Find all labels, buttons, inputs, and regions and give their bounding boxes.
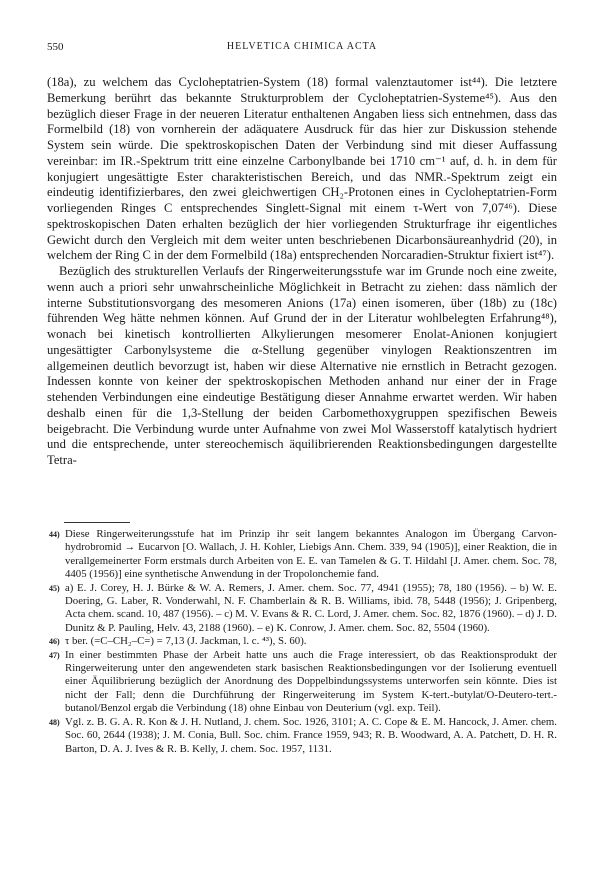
footnote [47,528,557,582]
footnote-number: 48) [49,717,60,727]
footnote-text: a) E. J. Corey, H. J. Bürke & W. A. Remers, J. Amer. chem. Soc. 77, 4941 (1955); 78, 180 (1956). – b) W. E. Doering, G. Laber, R. Vonderwahl, N. F. Chamberlain & R. B. Williams, ibid. 78, 5448 (1956); J. Gripenberg, Acta chem. scand. 10, 487 (1956). – c) M. V. Evans & R. C. Lord, J. Amer. chem. Soc. 82, 1876 (1960). – d) J. D. Dunitz & P. Pauling, Helv. 43, 2188 (1960). – e) K. Conrow, J. Amer. chem. Soc. 82, 5504 (1960). [65,581,557,634]
footnote-text: τ ber. (=C–CH₂–C=) = 7,13 (J. Jackman, l. c. ⁴³), S. 60). [65,635,307,648]
footnote-text: Diese Ringerweiterungsstufe hat im Prinzip ihr seit langem bekanntes Analogon im Übergang Carvon-hydrobromid → Eucarvon [O. Wallach, J. H. Kohler, Liebigs Ann. Chem. 339, 94 (1905)], einer Reaktion, die in verallgemeinerter Form erstmals durch Arbeiten von E. E. van Tamelen & G. T. Hildahl [J. Amer. chem. Soc. 78, 4405 (1956)] eine synthetische Anwendung in der Tropolonchemie fand. [65,528,557,581]
footnote [47,635,557,648]
footnote-number: 45) [49,583,60,593]
footnotes [47,528,557,756]
journal-title: HELVETICA CHIMICA ACTA [226,41,378,52]
footnote [47,716,557,756]
footnote-number: 44) [49,530,60,539]
body-paragraph: Bezüglich des strukturellen Verlaufs der Ringerweiterungsstufe war im Grunde noch eine zweite, wenn auch a priori sehr unwahrscheinliche Möglichkeit in Betracht zu ziehen: dass nämlich der interne Substitutionsvorgang des mesomeren Anions (17a) einen isomeren, über (18b) zu (18c) führenden Weg hätte nehmen können. Auf Grund der in der Literatur wohlbelegten Erfahrung⁴⁸), wonach bei kinetisch kontrollierten Alkylierungen mesomerer Enolat-Anionen konjugiert ungesättigter Carbonylsysteme die α-Stellung gegenüber vinylogen Reaktionszentren im allgemeinen deutlich bevorzugt ist, haben wir diese Alternative nie ernstlich in Betracht gezogen. Indessen konnte von keiner der spektroskopischen Methoden anhand nur einer der in Frage stehenden Verbindungen eine eindeutige Bestätigung dieser Annahme erwartet werden. Wir haben deshalb einen für die 1,3-Stellung der beiden Carbomethoxygruppen spezifischen Beweis beigebracht. Die Verbindung wurde unter Aufnahme von zwei Mol Wasserstoff katalytisch hydriert und die entsprechende, unter stereochemisch äquilibrierenden Reaktionsbedingungen dargestellte Tetra- [47,264,557,467]
footnote-number: 47) [49,650,60,660]
page-header [47,41,557,55]
footnote-number: 46) [49,637,60,647]
footnote-text: Vgl. z. B. G. A. R. Kon & J. H. Nutland, J. chem. Soc. 1926, 3101; A. C. Cope & E. M. Hancock, J. Amer. chem. Soc. 60, 2644 (1938); J. M. Conia, Bull. Soc. chim. France 1959, 943; R. B. Woodward, A. A. Patchett, D. H. R. Barton, D. A. J. Ives & R. B. Kelly, J. chem. Soc. 1957, 1131. [65,715,557,755]
body-paragraph: (18a), zu welchem das Cycloheptatrien-System (18) formal valenztautomer ist⁴⁴). Die letztere Bemerkung berührt das bekannte Strukturproblem der Cycloheptatrien-Systeme⁴⁵). Aus den bezüglich dieser Frage in der neueren Literatur enthaltenen Angaben liess sich entnehmen, dass das Formelbild (18) von vornherein der adäquatere Ausdruck für das hier zur Diskussion stehende System sein würde. Die spektroskopischen Daten der Verbindung sind mit dieser Auffassung vereinbar: im IR.-Spektrum tritt eine einzelne Carbonylbande bei 1710 cm⁻¹ auf, d. h. in dem für konjugiert ungesättigte Ester charakteristischen Bereich, und das NMR.-Spektrum zeigt ein eindeutig identifizierbares, den zwei gleichwertigen CH₂-Protonen eines in Cycloheptatrien-Form vorliegenden Ringes C entsprechendes Singlett-Signal mit einem τ-Wert von 7,07⁴⁶). Diese spektroskopischen Daten erhalten bezüglich der hier vorliegenden Strukturfrage ihr eigentliches Gewicht durch den Vergleich mit dem weiter unten beschriebenen Dicarbonsäureanhydrid (20), in welchem der Ring C in der dem Formelbild (18a) entsprechenden Norcaradien-Struktur fixiert ist⁴⁷). [47,75,557,263]
footnote-separator [64,522,130,523]
main-text [47,75,557,469]
page-number: 550 [47,41,64,53]
footnote [47,649,557,716]
footnote [47,582,557,636]
footnote-text: In einer bestimmten Phase der Arbeit hatte uns auch die Frage interessiert, ob das Reaktionsprodukt der Ringerweiterung unter den angewendeten stark basischen Reaktionsbedingungen vor der Isolierung eventuell einer Äquilibrierung bezüglich der Anordnung des Doppelbindungssystems unterworfen sein könnte. Dies ist nicht der Fall; denn die Durchführung der Ringerweiterung im System K-tert.-butylat/O-Deutero-tert.-butanol/Benzol ergab die Verbindung (18) ohne Einbau von Deuterium (vgl. exp. Teil). [65,648,557,715]
